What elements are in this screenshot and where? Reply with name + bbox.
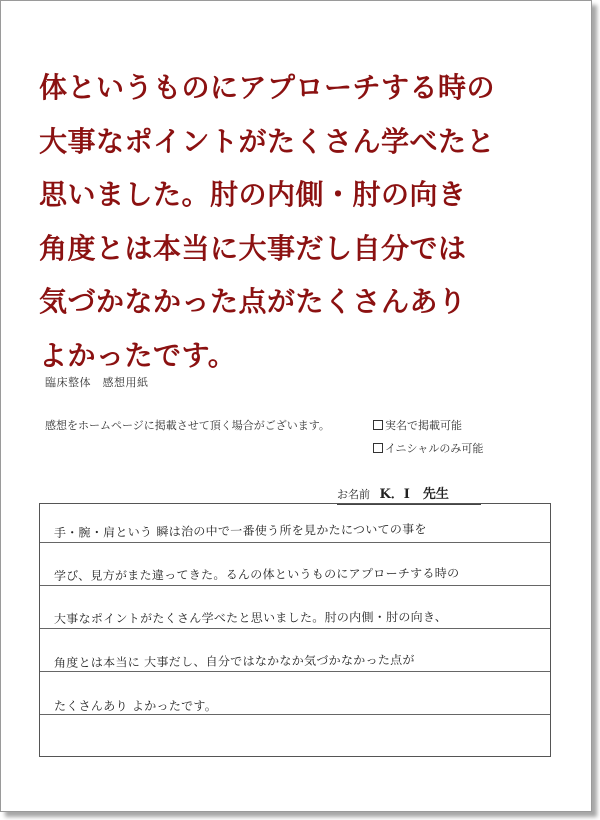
checkbox-real-name	[373, 420, 383, 430]
option-initials-label: イニシャルのみ可能	[385, 442, 484, 455]
headline-line: よかったです。	[39, 338, 237, 372]
form-title: 臨床整体 感想用紙	[45, 376, 149, 389]
handwritten-line: 学び、見方がまた違ってきた。るんの体というものにアプローチする時の	[53, 566, 460, 583]
headline-line: 思いました。肘の内側・肘の向き	[39, 178, 467, 211]
option-real-name	[373, 417, 462, 433]
headline-line: 大事なポイントがたくさん学べたと	[39, 124, 496, 158]
name-field	[337, 483, 481, 505]
handwritten-line: 手・腕・肩という 瞬は治の中で一番使う所を見かたについての事を	[53, 522, 427, 541]
ruled-line	[40, 628, 550, 629]
ruled-line	[40, 542, 550, 543]
headline-line: 体というものにアプローチする時の	[39, 71, 496, 104]
handwritten-line: たくさんあり よかったです。	[54, 699, 218, 713]
handwritten-line: 大事なポイントがたくさん学べたと思いました。肘の内側・肘の向き、	[53, 609, 448, 626]
option-real-name-label: 実名で掲載可能	[385, 419, 462, 432]
ruled-line	[40, 671, 550, 672]
option-initials	[373, 440, 483, 456]
checkbox-initials	[373, 443, 383, 453]
name-label: お名前	[337, 488, 370, 501]
ruled-line	[40, 714, 550, 715]
name-value: K．I 先生	[379, 487, 449, 502]
headline-quote	[39, 61, 579, 382]
ruled-line	[40, 585, 550, 586]
headline-line: 気づかなかった点がたくさんあり	[39, 285, 467, 318]
headline-line: 角度とは本当に大事だし自分では	[39, 231, 467, 265]
handwritten-comment-area	[39, 503, 551, 757]
consent-notice: 感想をホームページに掲載させて頂く場合がございます。	[45, 419, 330, 432]
handwritten-line: 角度とは本当に 大事だし、自分ではなかなか気づかなかった点が	[53, 652, 415, 670]
